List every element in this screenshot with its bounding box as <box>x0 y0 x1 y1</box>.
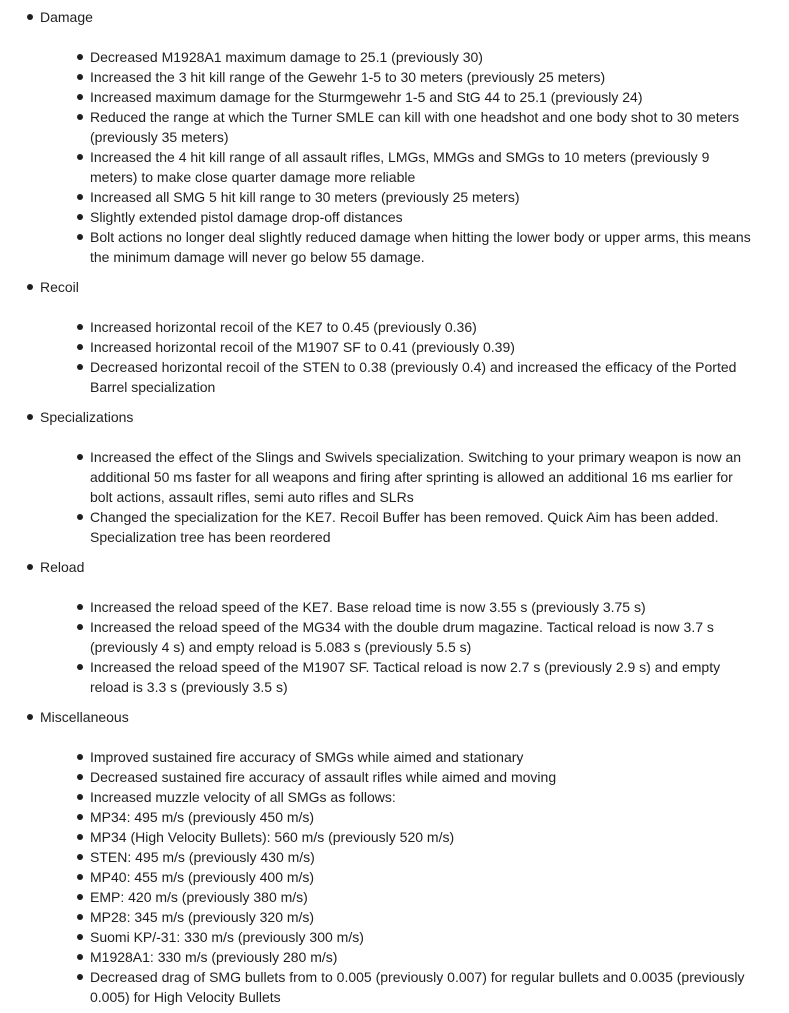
list-item-text: Increased horizontal recoil of the M1907 SF to 0.41 (previously 0.39) <box>90 339 515 355</box>
list-item <box>40 227 789 267</box>
list-item <box>40 867 789 887</box>
section-title: Miscellaneous <box>40 709 129 725</box>
section-title: Recoil <box>40 279 79 295</box>
bullet-icon <box>77 774 83 780</box>
list-item <box>40 207 789 227</box>
bullet-icon <box>77 54 83 60</box>
list-item-text: Increased all SMG 5 hit kill range to 30 meters (previously 25 meters) <box>90 189 520 205</box>
bullet-icon <box>77 454 83 460</box>
section-item-list <box>40 597 789 697</box>
bullet-icon <box>77 74 83 80</box>
list-item <box>40 657 789 697</box>
list-item <box>40 507 789 547</box>
list-item <box>40 87 789 107</box>
section-item-list <box>40 747 789 1007</box>
bullet-icon <box>77 94 83 100</box>
list-item <box>40 887 789 907</box>
list-item <box>40 767 789 787</box>
bullet-icon <box>77 974 83 980</box>
bullet-icon <box>77 324 83 330</box>
bullet-icon <box>77 934 83 940</box>
bullet-icon <box>77 154 83 160</box>
list-item-text: Increased the reload speed of the MG34 with the double drum magazine. Tactical reload is now 3.7 s (previously 4 s) and empty reload is 5.083 s (previously 5.5 s) <box>90 619 714 655</box>
list-item <box>40 747 789 767</box>
bullet-icon <box>77 914 83 920</box>
bullet-icon <box>27 564 33 570</box>
bullet-icon <box>27 414 33 420</box>
list-item <box>40 827 789 847</box>
list-item-text: STEN: 495 m/s (previously 430 m/s) <box>90 849 315 865</box>
list-item-text: Reduced the range at which the Turner SMLE can kill with one headshot and one body shot to 30 meters (previously 35 meters) <box>90 109 740 145</box>
bullet-icon <box>77 754 83 760</box>
bullet-icon <box>27 284 33 290</box>
section-damage <box>0 7 789 267</box>
section-item-list <box>40 317 789 397</box>
bullet-icon <box>77 344 83 350</box>
list-item-text: MP28: 345 m/s (previously 320 m/s) <box>90 909 315 925</box>
list-item <box>40 67 789 87</box>
list-item <box>40 147 789 187</box>
list-item-text: Suomi KP/-31: 330 m/s (previously 300 m/s) <box>90 929 364 945</box>
list-item-text: Changed the specialization for the KE7. Recoil Buffer has been removed. Quick Aim has been added. Specialization tree has been reordered <box>90 509 719 545</box>
list-item <box>40 947 789 967</box>
list-item-text: Decreased sustained fire accuracy of assault rifles while aimed and moving <box>90 769 557 785</box>
list-item <box>40 337 789 357</box>
list-item <box>40 107 789 147</box>
list-item <box>40 447 789 507</box>
section-title: Damage <box>40 9 93 25</box>
list-item-text: MP34 (High Velocity Bullets): 560 m/s (previously 520 m/s) <box>90 829 455 845</box>
section-title: Specializations <box>40 409 134 425</box>
list-item <box>40 47 789 67</box>
bullet-icon <box>77 794 83 800</box>
bullet-icon <box>27 14 33 20</box>
bullet-icon <box>77 874 83 880</box>
bullet-icon <box>77 234 83 240</box>
bullet-icon <box>77 364 83 370</box>
list-item-text: Bolt actions no longer deal slightly reduced damage when hitting the lower body or upper arms, this means the minimum damage will never go below 55 damage. <box>90 229 751 265</box>
section-title: Reload <box>40 559 85 575</box>
list-item <box>40 807 789 827</box>
list-item <box>40 927 789 947</box>
list-item <box>40 357 789 397</box>
bullet-icon <box>77 854 83 860</box>
list-item-text: Increased maximum damage for the Sturmgewehr 1-5 and StG 44 to 25.1 (previously 24) <box>90 89 643 105</box>
list-item <box>40 847 789 867</box>
list-item-text: Increased horizontal recoil of the KE7 to 0.45 (previously 0.36) <box>90 319 477 335</box>
list-item-text: Increased muzzle velocity of all SMGs as follows: <box>90 789 396 805</box>
list-item-text: Decreased M1928A1 maximum damage to 25.1 (previously 30) <box>90 49 483 65</box>
list-item <box>40 617 789 657</box>
list-item-text: MP34: 495 m/s (previously 450 m/s) <box>90 809 315 825</box>
section-reload <box>0 557 789 697</box>
section-list <box>0 7 789 1007</box>
bullet-icon <box>77 114 83 120</box>
section-specializations <box>0 407 789 547</box>
list-item-text: MP40: 455 m/s (previously 400 m/s) <box>90 869 315 885</box>
list-item-text: M1928A1: 330 m/s (previously 280 m/s) <box>90 949 338 965</box>
list-item <box>40 597 789 617</box>
bullet-icon <box>77 624 83 630</box>
list-item <box>40 907 789 927</box>
list-item-text: Increased the reload speed of the KE7. Base reload time is now 3.55 s (previously 3.75 s) <box>90 599 646 615</box>
bullet-icon <box>77 664 83 670</box>
list-item-text: EMP: 420 m/s (previously 380 m/s) <box>90 889 308 905</box>
section-item-list <box>40 447 789 547</box>
section-item-list <box>40 47 789 267</box>
list-item-text: Slightly extended pistol damage drop-off distances <box>90 209 403 225</box>
list-item <box>40 967 789 1007</box>
bullet-icon <box>77 194 83 200</box>
list-item-text: Increased the effect of the Slings and Swivels specialization. Switching to your primary weapon is now an additional 50 ms faster for all weapons and firing after sprinting is allowed an additional 16 ms earlier for bolt actions, assault rifles, semi auto rifles and SLRs <box>90 449 742 505</box>
list-item <box>40 187 789 207</box>
section-recoil <box>0 277 789 397</box>
section-miscellaneous <box>0 707 789 1007</box>
list-item-text: Decreased horizontal recoil of the STEN to 0.38 (previously 0.4) and increased the efficacy of the Ported Barrel specialization <box>90 359 737 395</box>
list-item-text: Increased the 3 hit kill range of the Gewehr 1-5 to 30 meters (previously 25 meters) <box>90 69 606 85</box>
bullet-icon <box>77 214 83 220</box>
list-item-text: Improved sustained fire accuracy of SMGs while aimed and stationary <box>90 749 524 765</box>
list-item-text: Decreased drag of SMG bullets from to 0.005 (previously 0.007) for regular bullets and 0.0035 (previously 0.005) for High Velocity Bullets <box>90 969 745 1005</box>
bullet-icon <box>77 604 83 610</box>
bullet-icon <box>77 834 83 840</box>
bullet-icon <box>27 714 33 720</box>
list-item-text: Increased the reload speed of the M1907 SF. Tactical reload is now 2.7 s (previously 2.9 s) and empty reload is 3.3 s (previously 3.5 s) <box>90 659 721 695</box>
bullet-icon <box>77 814 83 820</box>
list-item <box>40 787 789 807</box>
bullet-icon <box>77 514 83 520</box>
list-item <box>40 317 789 337</box>
list-item-text: Increased the 4 hit kill range of all assault rifles, LMGs, MMGs and SMGs to 10 meters (previously 9 meters) to make close quarter damage more reliable <box>90 149 710 185</box>
bullet-icon <box>77 894 83 900</box>
bullet-icon <box>77 954 83 960</box>
